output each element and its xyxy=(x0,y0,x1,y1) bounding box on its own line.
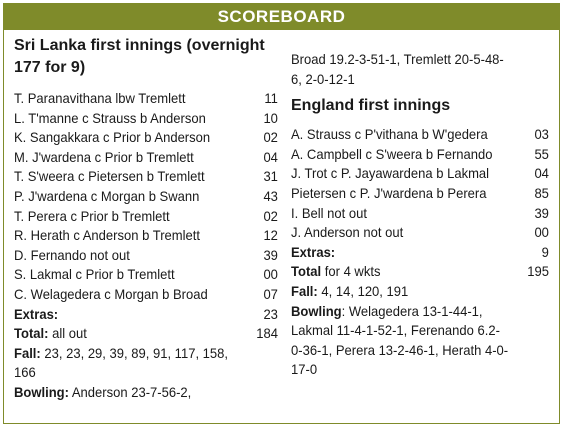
batter-name: S. Lakmal c Prior b Tremlett xyxy=(14,266,175,283)
batting-row xyxy=(291,184,549,204)
batter-runs: 10 xyxy=(263,109,278,126)
fall-of-wickets xyxy=(291,282,549,302)
batting-row xyxy=(14,226,278,246)
sri-lanka-title-line2: 177 for 9) xyxy=(14,59,86,76)
batter-name: M. J'wardena c Prior b Tremlett xyxy=(14,148,194,165)
bowling-figures-cont: Lakmal 11-4-1-52-1, Ferenando 6.2- xyxy=(291,322,500,339)
batter-runs: 11 xyxy=(264,90,278,106)
batter-name: T. S'weera c Pietersen b Tremlett xyxy=(14,168,205,185)
bowling-text-line1: : Welagedera 13-1-44-1, xyxy=(341,302,483,319)
extras-row xyxy=(14,305,278,325)
bowling-figures xyxy=(14,383,278,403)
fall-of-wickets xyxy=(14,344,278,364)
batter-name: Pietersen c P. J'wardena b Perera xyxy=(291,184,487,201)
bowling-figures xyxy=(291,302,549,322)
spacer xyxy=(14,79,278,89)
batter-name: K. Sangakkara c Prior b Anderson xyxy=(14,129,211,146)
batting-row xyxy=(291,125,549,145)
extras-label: Extras: xyxy=(291,243,336,260)
batter-runs: 02 xyxy=(263,207,278,224)
total-row xyxy=(14,324,278,344)
extras-value: 9 xyxy=(541,243,549,260)
bowling-figures-cont: 17-0 xyxy=(291,361,318,378)
batting-row xyxy=(14,187,278,207)
bowling-figures-cont: 0-36-1, Perera 13-2-46-1, Herath 4-0- xyxy=(291,341,509,358)
batter-runs: 43 xyxy=(263,187,278,204)
batter-name: J. Anderson not out xyxy=(291,224,404,241)
sri-lanka-bowling-cont1: Broad 19.2-3-51-1, Tremlett 20-5-48- xyxy=(291,51,504,67)
batting-row xyxy=(291,145,549,165)
batter-runs: 04 xyxy=(263,148,278,165)
bowling-label: Bowling: xyxy=(14,383,69,400)
fall-of-wickets-cont xyxy=(14,363,278,383)
england-column xyxy=(291,35,549,380)
extras-label: Extras: xyxy=(14,305,59,322)
sri-lanka-title-line1: Sri Lanka first innings (overnight xyxy=(14,37,265,54)
batting-row xyxy=(14,109,278,129)
batter-name: C. Welagedera c Morgan b Broad xyxy=(14,285,208,302)
batter-name: T. Paranavithana lbw Tremlett xyxy=(14,90,186,106)
total-label: Total xyxy=(291,263,322,280)
batter-name: L. T'manne c Strauss b Anderson xyxy=(14,109,206,126)
fall-label: Fall: xyxy=(14,344,41,361)
batting-row xyxy=(14,246,278,266)
batting-row xyxy=(291,223,549,243)
batter-runs: 12 xyxy=(263,227,278,244)
england-title: England first innings xyxy=(291,97,451,115)
total-text: all out xyxy=(48,325,87,342)
total-row xyxy=(291,262,549,282)
bowling-label: Bowling xyxy=(291,302,342,319)
batting-row xyxy=(14,148,278,168)
scoreboard-banner: SCOREBOARD xyxy=(4,4,559,30)
fall-text-line1: 23, 23, 29, 39, 89, 91, 117, 158, xyxy=(40,344,229,361)
batter-runs: 85 xyxy=(534,184,549,201)
spacer xyxy=(291,35,549,50)
batter-runs: 00 xyxy=(534,224,549,241)
batting-row xyxy=(14,265,278,285)
total-value: 195 xyxy=(527,263,549,280)
total-text: for 4 wkts xyxy=(321,263,381,280)
batter-runs: 03 xyxy=(534,126,549,143)
scoreboard-box xyxy=(3,3,560,424)
bowling-text-line1: Anderson 23-7-56-2, xyxy=(68,383,192,400)
batting-row xyxy=(14,207,278,227)
batter-runs: 39 xyxy=(534,204,549,221)
batter-name: R. Herath c Anderson b Tremlett xyxy=(14,227,200,244)
spacer xyxy=(291,117,549,125)
batting-row xyxy=(291,204,549,224)
batter-name: A. Campbell c S'weera b Fernando xyxy=(291,145,493,162)
batting-row xyxy=(14,167,278,187)
batter-runs: 55 xyxy=(534,145,549,162)
fall-text: 4, 14, 120, 191 xyxy=(317,282,409,299)
batter-name: I. Bell not out xyxy=(291,204,367,221)
extras-row xyxy=(291,243,549,263)
batting-row xyxy=(291,164,549,184)
batter-runs: 39 xyxy=(263,246,278,263)
batter-runs: 04 xyxy=(534,165,549,182)
batter-name: D. Fernando not out xyxy=(14,246,130,263)
batting-row xyxy=(14,89,278,109)
batter-name: P. J'wardena c Morgan b Swann xyxy=(14,187,200,204)
batter-name: T. Perera c Prior b Tremlett xyxy=(14,207,170,224)
batter-runs: 07 xyxy=(263,285,278,302)
total-label: Total: xyxy=(14,325,49,342)
batter-name: A. Strauss c P'vithana b W'gedera xyxy=(291,126,488,143)
batting-row xyxy=(14,285,278,305)
fall-text-line2: 166 xyxy=(14,364,36,381)
total-value: 184 xyxy=(256,325,278,342)
batter-runs: 31 xyxy=(263,168,278,185)
sri-lanka-column xyxy=(14,35,278,403)
sri-lanka-bowling-cont2: 6, 2-0-12-1 xyxy=(291,70,355,87)
fall-label: Fall: xyxy=(291,282,318,299)
batter-name: J. Trot c P. Jayawardena b Lakmal xyxy=(291,165,490,182)
batting-row xyxy=(14,128,278,148)
batter-runs: 02 xyxy=(263,129,278,146)
extras-value: 23 xyxy=(263,305,278,322)
batter-runs: 00 xyxy=(263,266,278,283)
